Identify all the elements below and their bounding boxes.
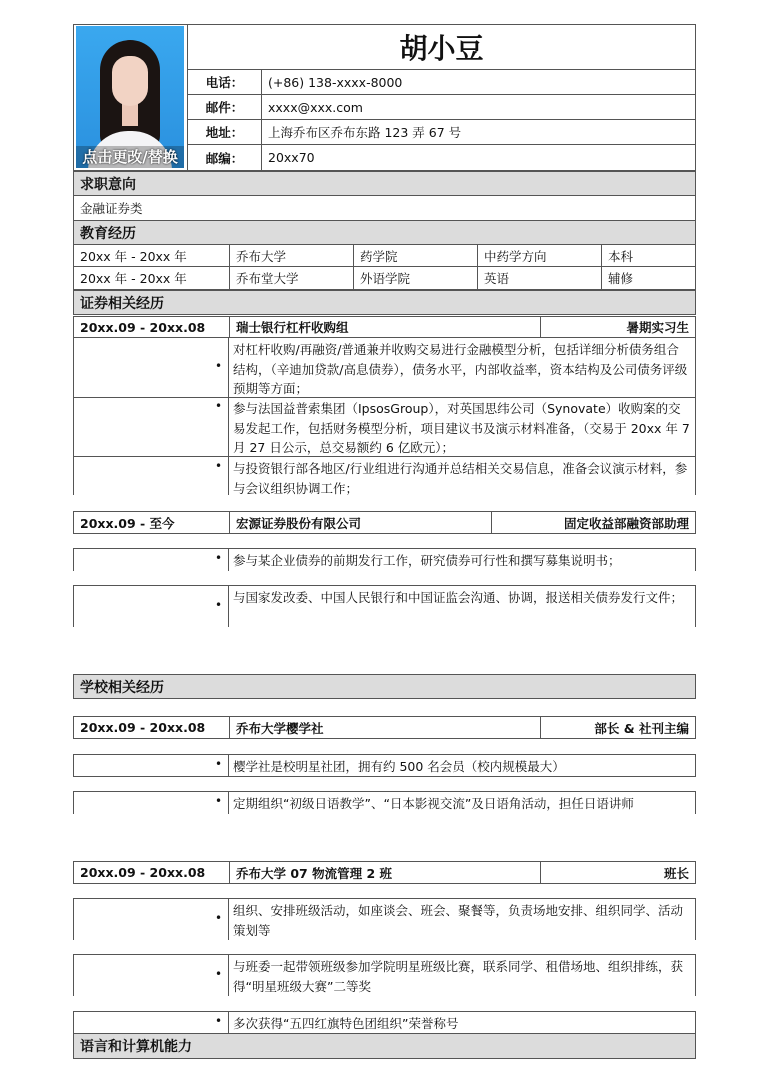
postcode-value: 20xx70 <box>261 144 696 171</box>
edu-2-degree: 辅修 <box>601 266 696 290</box>
photo-change-caption[interactable]: 点击更改/替换 <box>76 146 184 168</box>
school-job-2-role: 班长 <box>540 861 696 884</box>
school-job-2-period: 20xx.09 - 20xx.08 <box>73 861 230 884</box>
sec-job-1-role: 暑期实习生 <box>540 316 696 338</box>
phone-label: 电话： <box>187 69 262 95</box>
resume-name: 胡小豆 <box>187 24 696 70</box>
bullet-dot: • <box>215 1014 223 1028</box>
bullet-dot: • <box>215 794 223 808</box>
school-job-2-bullet-2: 与班委一起带领班级参加学院明星班级比赛，联系同学、租借场地、组织排练，获得“明星班级大赛”二等奖 <box>233 959 684 994</box>
school-job-1-org: 乔布大学樱学社 <box>229 716 541 739</box>
sec-job-2-bullet-2: 与国家发改委、中国人民银行和中国证监会沟通、协调，报送相关债券发行文件； <box>233 590 684 605</box>
address-label: 地址： <box>187 119 262 145</box>
sec-job-1-bullet-3: 与投资银行部各地区/行业组进行沟通并总结相关交易信息，准备会议演示材料，参与会议组织协调工作； <box>233 461 688 496</box>
bullet-dot: • <box>215 967 223 981</box>
sec-job-2-org: 宏源证券股份有限公司 <box>229 511 492 534</box>
section-job-intent: 求职意向 <box>73 171 696 196</box>
phone-value: (+86) 138-xxxx-8000 <box>261 69 696 95</box>
edu-1-major: 中药学方向 <box>477 244 602 267</box>
sec-job-2-role: 固定收益部融资部助理 <box>491 511 696 534</box>
edu-2-school: 乔布堂大学 <box>229 266 354 290</box>
sec-job-1-bullet-1: 对杠杆收购/再融资/普通兼并收购交易进行金融模型分析，包括详细分析债务组合结构，（辛迪加贷款/高息债券），债务水平，内部收益率，资本结构及公司债务评级预期等方面； <box>233 342 688 396</box>
bullet-dot: • <box>215 459 223 473</box>
bullet-dot: • <box>215 551 223 565</box>
bullet-dot: • <box>215 598 223 612</box>
school-job-1-period: 20xx.09 - 20xx.08 <box>73 716 230 739</box>
school-job-1-role: 部长 & 社刊主编 <box>540 716 696 739</box>
edu-2-major: 英语 <box>477 266 602 290</box>
bullet-dot: • <box>215 399 223 413</box>
job-intent-value: 金融证券类 <box>73 195 696 221</box>
sec-job-2-bullet-1: 参与某企业债券的前期发行工作，研究债券可行性和撰写募集说明书； <box>233 553 621 568</box>
school-job-2-bullet-3: 多次获得“五四红旗特色团组织”荣誉称号 <box>233 1016 459 1031</box>
postcode-label: 邮编： <box>187 144 262 171</box>
bullet-dot: • <box>215 911 223 925</box>
school-job-2-bullet-1: 组织、安排班级活动，如座谈会、班会、聚餐等，负责场地安排、组织同学、活动策划等 <box>233 903 684 938</box>
address-value: 上海乔布区乔布东路 123 弄 67 号 <box>261 119 696 145</box>
edu-1-school: 乔布大学 <box>229 244 354 267</box>
bullet-dot: • <box>215 359 223 373</box>
profile-photo[interactable] <box>76 26 184 168</box>
section-skills: 语言和计算机能力 <box>73 1033 696 1059</box>
edu-1-college: 药学院 <box>353 244 478 267</box>
edu-2-college: 外语学院 <box>353 266 478 290</box>
email-value: xxxx@xxx.com <box>261 94 696 120</box>
section-securities: 证券相关经历 <box>73 290 696 315</box>
school-job-2-org: 乔布大学 07 物流管理 2 班 <box>229 861 541 884</box>
sec-job-1-org: 瑞士银行杠杆收购组 <box>229 316 541 338</box>
edu-2-period: 20xx 年 - 20xx 年 <box>73 266 230 290</box>
bullet-dot: • <box>215 757 223 771</box>
sec-job-2-period: 20xx.09 - 至今 <box>73 511 230 534</box>
school-job-1-bullet-2: 定期组织“初级日语教学”、“日本影视交流”及日语角活动，担任日语讲师 <box>233 796 634 811</box>
sec-job-1-period: 20xx.09 - 20xx.08 <box>73 316 230 338</box>
sec-job-1-bullet-2: 参与法国益普索集团（IpsosGroup），对英国思纬公司（Synovate）收购案的交易发起工作，包括财务模型分析，项目建议书及演示材料准备，（交易于 20xx 年 7 月 27 日公示，总交易额约 6 亿欧元）； <box>233 401 690 455</box>
email-label: 邮件： <box>187 94 262 120</box>
edu-1-degree: 本科 <box>601 244 696 267</box>
photo-face <box>112 56 148 106</box>
edu-1-period: 20xx 年 - 20xx 年 <box>73 244 230 267</box>
section-education: 教育经历 <box>73 220 696 245</box>
section-school: 学校相关经历 <box>73 674 696 699</box>
school-job-1-bullet-1: 樱学社是校明星社团，拥有约 500 名会员（校内规模最大） <box>233 759 565 774</box>
